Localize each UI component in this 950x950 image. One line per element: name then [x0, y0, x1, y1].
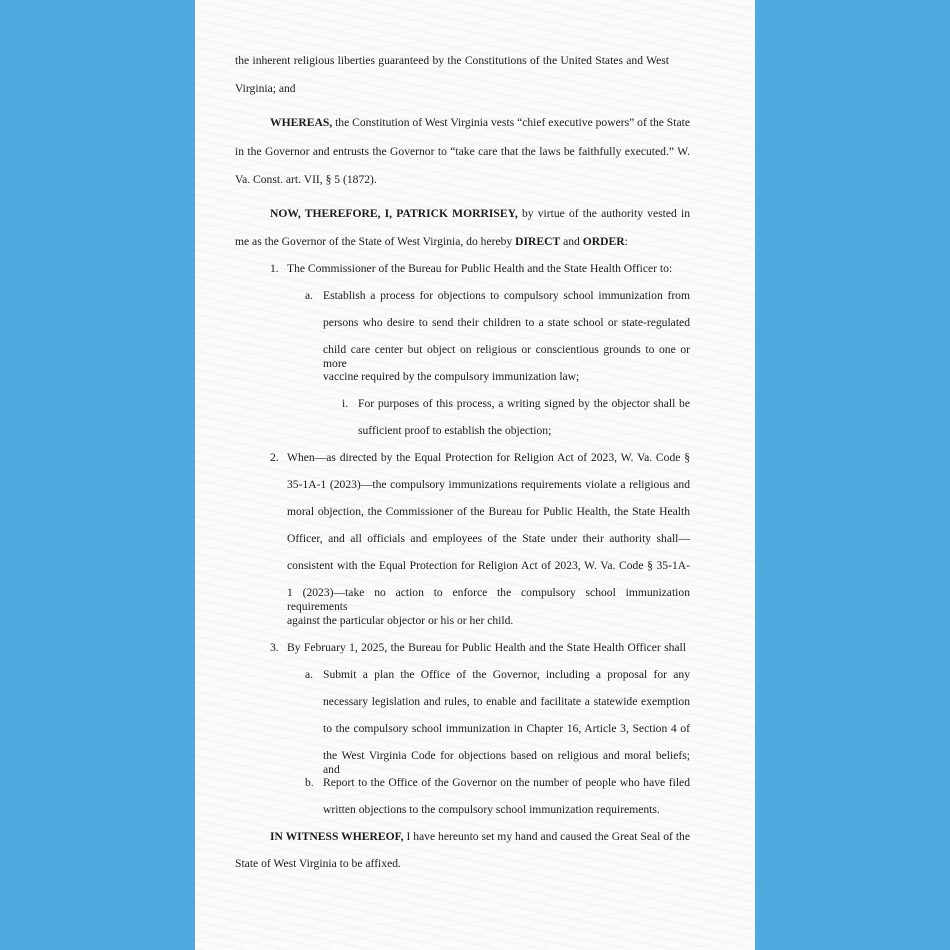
paragraph-line: Virginia; and: [235, 82, 296, 95]
list-item-line: moral objection, the Commissioner of the Bureau for Public Health, the State Health: [287, 505, 690, 518]
list-item-line: Officer, and all officials and employees of the State under their authority shall—: [287, 532, 690, 545]
sublist-line: Establish a process for objections to compulsory school immunization from: [323, 289, 690, 302]
text: me as the Governor of the State of West Virginia, do hereby: [235, 235, 516, 248]
document-page: [195, 0, 755, 950]
sublist-label: a.: [305, 289, 314, 302]
text: :: [624, 235, 628, 248]
therefore-label: NOW, THEREFORE, I, PATRICK MORRISEY,: [270, 207, 518, 220]
sublist-label: a.: [305, 668, 314, 681]
paragraph-line: the inherent religious liberties guaranteed by the Constitutions of the United States and West: [235, 54, 669, 67]
text: I have hereunto set my hand and caused the Great Seal of the: [403, 830, 690, 843]
list-item-line: 35-1A-1 (2023)—the compulsory immunizations requirements violate a religious and: [287, 478, 690, 491]
sublist-line: Report to the Office of the Governor on the number of people who have filed: [323, 776, 690, 789]
paragraph-line: [235, 235, 628, 249]
sublist-line: child care center but object on religious or conscientious grounds to one or more: [323, 343, 690, 370]
paragraph-line: State of West Virginia to be affixed.: [235, 857, 401, 870]
sublist-line: necessary legislation and rules, to enable and facilitate a statewide exemption: [323, 695, 690, 708]
witness-line: [270, 830, 690, 844]
subsublist-label: i.: [342, 397, 349, 410]
sublist-line: written objections to the compulsory school immunization requirements.: [323, 803, 660, 816]
list-number: 2.: [270, 451, 279, 464]
sublist-line: vaccine required by the compulsory immunization law;: [323, 370, 580, 383]
list-item-line: 1 (2023)—take no action to enforce the compulsory school immunization requirements: [287, 586, 690, 613]
text: and: [560, 235, 583, 248]
list-item-text: The Commissioner of the Bureau for Public Health and the State Health Officer to:: [287, 262, 673, 275]
sublist-line: persons who desire to send their children to a state school or state-regulated: [323, 316, 690, 329]
list-item-text: By February 1, 2025, the Bureau for Public Health and the State Health Officer shall: [287, 641, 686, 654]
paragraph-line: in the Governor and entrusts the Governor to “take care that the laws be faithfully executed.” W.: [235, 145, 690, 158]
list-item-line: against the particular objector or his or her child.: [287, 614, 514, 627]
whereas-label: WHEREAS,: [270, 116, 333, 129]
therefore-line: [270, 207, 690, 221]
subsublist-line: For purposes of this process, a writing signed by the objector shall be: [358, 397, 690, 410]
list-item-line: When—as directed by the Equal Protection for Religion Act of 2023, W. Va. Code §: [287, 451, 690, 464]
list-number: 3.: [270, 641, 279, 654]
order-word: ORDER: [582, 235, 625, 248]
text: the Constitution of West Virginia vests “chief executive powers” of the State: [332, 116, 690, 129]
sublist-label: b.: [305, 776, 314, 789]
witness-label: IN WITNESS WHEREOF,: [270, 830, 404, 843]
sublist-line: to the compulsory school immunization in Chapter 16, Article 3, Section 4 of: [323, 722, 690, 735]
subsublist-line: sufficient proof to establish the objection;: [358, 424, 552, 437]
list-number: 1.: [270, 262, 279, 275]
sublist-line: Submit a plan the Office of the Governor, including a proposal for any: [323, 668, 690, 681]
whereas-line: [270, 116, 690, 130]
sublist-line: the West Virginia Code for objections based on religious and moral beliefs; and: [323, 749, 690, 776]
paragraph-line: Va. Const. art. VII, § 5 (1872).: [235, 173, 377, 186]
list-item-line: consistent with the Equal Protection for Religion Act of 2023, W. Va. Code § 35-1A-: [287, 559, 690, 572]
direct-word: DIRECT: [515, 235, 561, 248]
text: by virtue of the authority vested in: [517, 207, 690, 220]
